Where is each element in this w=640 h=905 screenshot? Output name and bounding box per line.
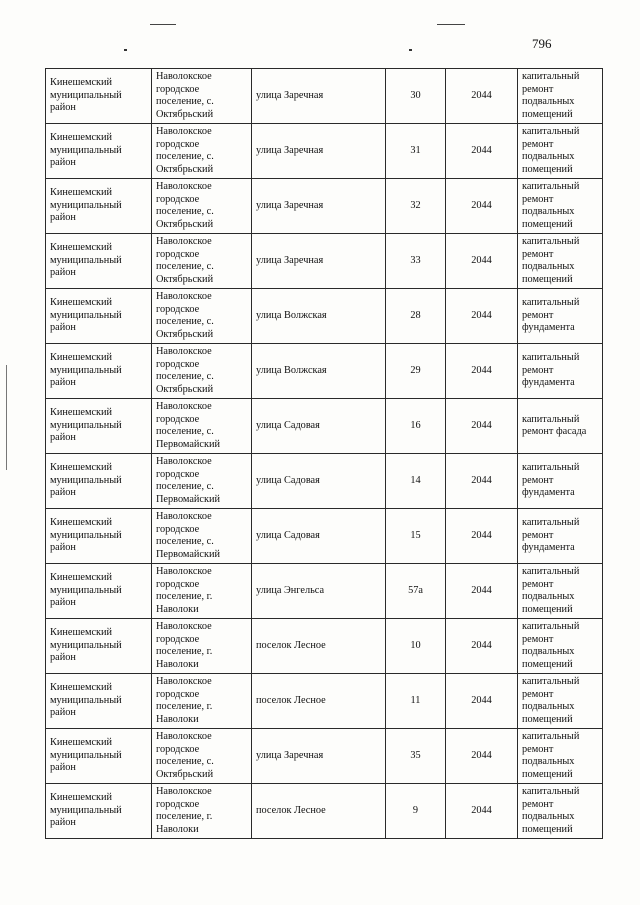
work-type-cell: капитальный ремонт подвальных помещений bbox=[518, 729, 603, 784]
registry-table bbox=[45, 68, 603, 839]
street-cell: улица Садовая bbox=[252, 399, 386, 454]
work-type-cell: капитальный ремонт подвальных помещений bbox=[518, 564, 603, 619]
street-cell: улица Садовая bbox=[252, 509, 386, 564]
work-type-cell: капитальный ремонт подвальных помещений bbox=[518, 179, 603, 234]
street-cell: поселок Лесное bbox=[252, 674, 386, 729]
year-cell: 2044 bbox=[446, 289, 518, 344]
scan-dot bbox=[409, 49, 412, 51]
work-type-cell: капитальный ремонт подвальных помещений bbox=[518, 234, 603, 289]
house-number-cell: 28 bbox=[386, 289, 446, 344]
district-cell: Кинешемский муниципальный район bbox=[46, 509, 152, 564]
settlement-cell: Наволокское городское поселение, с. Октябрьский bbox=[152, 289, 252, 344]
year-cell: 2044 bbox=[446, 124, 518, 179]
year-cell: 2044 bbox=[446, 509, 518, 564]
settlement-cell: Наволокское городское поселение, г. Наволоки bbox=[152, 564, 252, 619]
year-cell: 2044 bbox=[446, 674, 518, 729]
year-cell: 2044 bbox=[446, 784, 518, 839]
table-row bbox=[46, 619, 603, 674]
settlement-cell: Наволокское городское поселение, г. Наволоки bbox=[152, 674, 252, 729]
house-number-cell: 31 bbox=[386, 124, 446, 179]
year-cell: 2044 bbox=[446, 344, 518, 399]
street-cell: улица Заречная bbox=[252, 729, 386, 784]
settlement-cell: Наволокское городское поселение, с. Октябрьский bbox=[152, 69, 252, 124]
work-type-cell: капитальный ремонт подвальных помещений bbox=[518, 124, 603, 179]
table-row bbox=[46, 289, 603, 344]
street-cell: улица Заречная bbox=[252, 69, 386, 124]
year-cell: 2044 bbox=[446, 619, 518, 674]
district-cell: Кинешемский муниципальный район bbox=[46, 784, 152, 839]
year-cell: 2044 bbox=[446, 564, 518, 619]
street-cell: улица Волжская bbox=[252, 289, 386, 344]
table-row bbox=[46, 399, 603, 454]
settlement-cell: Наволокское городское поселение, г. Наволоки bbox=[152, 784, 252, 839]
street-cell: поселок Лесное bbox=[252, 784, 386, 839]
district-cell: Кинешемский муниципальный район bbox=[46, 619, 152, 674]
table-row bbox=[46, 344, 603, 399]
district-cell: Кинешемский муниципальный район bbox=[46, 69, 152, 124]
house-number-cell: 10 bbox=[386, 619, 446, 674]
house-number-cell: 14 bbox=[386, 454, 446, 509]
street-cell: улица Волжская bbox=[252, 344, 386, 399]
house-number-cell: 11 bbox=[386, 674, 446, 729]
district-cell: Кинешемский муниципальный район bbox=[46, 344, 152, 399]
work-type-cell: капитальный ремонт фасада bbox=[518, 399, 603, 454]
work-type-cell: капитальный ремонт подвальных помещений bbox=[518, 69, 603, 124]
house-number-cell: 30 bbox=[386, 69, 446, 124]
year-cell: 2044 bbox=[446, 69, 518, 124]
street-cell: улица Энгельса bbox=[252, 564, 386, 619]
street-cell: улица Заречная bbox=[252, 179, 386, 234]
table-row bbox=[46, 674, 603, 729]
street-cell: поселок Лесное bbox=[252, 619, 386, 674]
scan-mark-left bbox=[150, 24, 176, 25]
year-cell: 2044 bbox=[446, 729, 518, 784]
table-row bbox=[46, 509, 603, 564]
page-number: 796 bbox=[532, 36, 552, 51]
scan-dot bbox=[124, 49, 127, 51]
district-cell: Кинешемский муниципальный район bbox=[46, 289, 152, 344]
work-type-cell: капитальный ремонт фундамента bbox=[518, 344, 603, 399]
settlement-cell: Наволокское городское поселение, с. Октябрьский bbox=[152, 179, 252, 234]
table-row bbox=[46, 729, 603, 784]
house-number-cell: 35 bbox=[386, 729, 446, 784]
district-cell: Кинешемский муниципальный район bbox=[46, 564, 152, 619]
district-cell: Кинешемский муниципальный район bbox=[46, 179, 152, 234]
house-number-cell: 32 bbox=[386, 179, 446, 234]
settlement-cell: Наволокское городское поселение, с. Первомайский bbox=[152, 399, 252, 454]
settlement-cell: Наволокское городское поселение, с. Октябрьский bbox=[152, 234, 252, 289]
district-cell: Кинешемский муниципальный район bbox=[46, 399, 152, 454]
house-number-cell: 15 bbox=[386, 509, 446, 564]
house-number-cell: 57а bbox=[386, 564, 446, 619]
year-cell: 2044 bbox=[446, 179, 518, 234]
year-cell: 2044 bbox=[446, 399, 518, 454]
table-row bbox=[46, 234, 603, 289]
house-number-cell: 33 bbox=[386, 234, 446, 289]
district-cell: Кинешемский муниципальный район bbox=[46, 674, 152, 729]
table-row bbox=[46, 179, 603, 234]
settlement-cell: Наволокское городское поселение, г. Наволоки bbox=[152, 619, 252, 674]
street-cell: улица Заречная bbox=[252, 234, 386, 289]
district-cell: Кинешемский муниципальный район bbox=[46, 234, 152, 289]
house-number-cell: 9 bbox=[386, 784, 446, 839]
district-cell: Кинешемский муниципальный район bbox=[46, 454, 152, 509]
district-cell: Кинешемский муниципальный район bbox=[46, 124, 152, 179]
work-type-cell: капитальный ремонт фундамента bbox=[518, 289, 603, 344]
table-row bbox=[46, 454, 603, 509]
settlement-cell: Наволокское городское поселение, с. Первомайский bbox=[152, 454, 252, 509]
margin-line bbox=[6, 365, 7, 470]
settlement-cell: Наволокское городское поселение, с. Первомайский bbox=[152, 509, 252, 564]
work-type-cell: капитальный ремонт подвальных помещений bbox=[518, 619, 603, 674]
year-cell: 2044 bbox=[446, 234, 518, 289]
work-type-cell: капитальный ремонт подвальных помещений bbox=[518, 784, 603, 839]
street-cell: улица Заречная bbox=[252, 124, 386, 179]
table-row bbox=[46, 124, 603, 179]
street-cell: улица Садовая bbox=[252, 454, 386, 509]
district-cell: Кинешемский муниципальный район bbox=[46, 729, 152, 784]
table-row bbox=[46, 564, 603, 619]
scan-mark-right bbox=[437, 24, 465, 25]
work-type-cell: капитальный ремонт фундамента bbox=[518, 454, 603, 509]
house-number-cell: 29 bbox=[386, 344, 446, 399]
table-row bbox=[46, 69, 603, 124]
settlement-cell: Наволокское городское поселение, с. Октябрьский bbox=[152, 344, 252, 399]
table-row bbox=[46, 784, 603, 839]
work-type-cell: капитальный ремонт подвальных помещений bbox=[518, 674, 603, 729]
work-type-cell: капитальный ремонт фундамента bbox=[518, 509, 603, 564]
house-number-cell: 16 bbox=[386, 399, 446, 454]
settlement-cell: Наволокское городское поселение, с. Октябрьский bbox=[152, 124, 252, 179]
settlement-cell: Наволокское городское поселение, с. Октябрьский bbox=[152, 729, 252, 784]
year-cell: 2044 bbox=[446, 454, 518, 509]
